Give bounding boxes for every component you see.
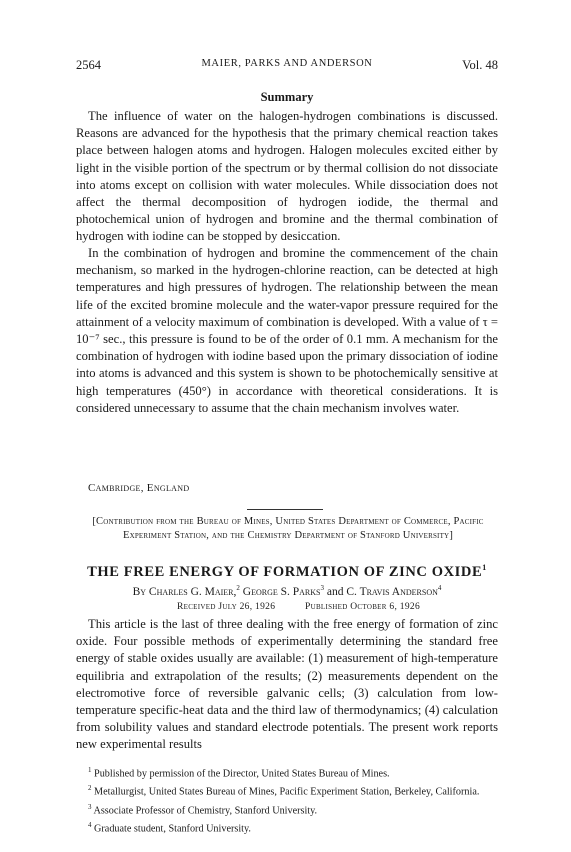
article-dates (76, 602, 498, 616)
footnote-text: Metallurgist, United States Bureau of Mines, Pacific Experiment Station, Berkeley, California. (94, 786, 480, 798)
section-divider (247, 509, 323, 510)
article-paragraph-1: This article is the last of three dealing with the free energy of formation of zinc oxide. Four possible methods of experimentally determining the standard free energy of stable oxides usually are available: (1) measurement of high-temperature equilibria and extrapolation of the results; (2) measurements dependent on the electromotive force of reversible galvanic cells; (3) calculation from low-temperature specific-heat data and the third law of thermodynamics; (4) calculation from solubility values and standard electrode potentials. The present work reports new experimental results (76, 617, 498, 752)
article-title (76, 563, 498, 581)
footnote-text: Associate Professor of Chemistry, Stanford University. (93, 805, 318, 817)
footnote-marker: 1 (482, 563, 487, 572)
footnote-number: 1 (88, 766, 92, 774)
contribution-note: [Contribution from the Bureau of Mines, United States Department of Commerce, Pacific Experiment Station, and the Chemistry Department of Stanford University] (92, 516, 484, 541)
published-date: Published October 6, 1926 (305, 602, 420, 612)
summary-heading: Summary (260, 90, 314, 104)
author-name: George S. Parks (239, 585, 321, 598)
page-number: 2564 (76, 58, 101, 72)
footnote-number: 2 (88, 784, 92, 793)
footnotes (76, 763, 498, 837)
footnote-text: Published by permission of the Director, United States Bureau of Mines. (94, 768, 390, 780)
footnote-text: Graduate student, Stanford University. (94, 823, 251, 835)
volume-number: Vol. 48 (462, 58, 498, 72)
author-name: C. Travis Anderson (346, 585, 438, 598)
summary-paragraph-1: The influence of water on the halogen-hydrogen combinations is discussed. Reasons are advanced for the hypothesis that the primary chemical reaction takes place between halogen atoms and hydrogen. Halogen molecules excited either by light in the visible portion of the spectrum or by thermal collision do not dissociate into atoms except on collision with water molecules. While dissociation does not affect the thermal decomposition of hydrogen iodide, the thermal and photochemical union of hydrogen and bromine and the thermal combination of hydrogen with iodine can be stopped by desiccation. (76, 109, 498, 244)
footnote (76, 818, 498, 836)
byline-conjunction: and (324, 585, 347, 598)
running-header (76, 58, 498, 74)
author-name: Charles G. Maier, (148, 585, 237, 598)
running-head-authors: MAIER, PARKS AND ANDERSON (201, 58, 373, 69)
affiliation-place: Cambridge, England (88, 482, 190, 494)
author-byline (76, 584, 498, 598)
footnote-marker: 3 (320, 584, 324, 592)
footnote (76, 800, 498, 818)
article-title-text: THE FREE ENERGY OF FORMATION OF ZINC OXIDE (87, 563, 483, 580)
received-date: Received July 26, 1926 (177, 602, 276, 612)
footnote-number: 4 (88, 821, 92, 830)
footnote-number: 3 (88, 802, 92, 811)
footnote-marker: 4 (437, 584, 442, 592)
footnote (76, 763, 498, 781)
footnote-marker: 2 (236, 584, 240, 592)
summary-paragraph-2: In the combination of hydrogen and bromine the commencement of the chain mechanism, so marked in the hydrogen-chlorine reaction, can be detected at high temperatures and high pressures of hydrogen. The relationship between the mean life of the excited bromine molecule and the water-vapor pressure required for the attainment of a velocity maximum of combination is developed. With a value of τ = 10⁻⁷ sec., this pressure is found to be of the order of 0.1 mm. A mechanism for the combination of hydrogen with iodine based upon the primary dissociation of iodine into atoms is advanced and this system is shown to be photochemically sensitive at high temperatures (450°) in accordance with theoretical considerations. It is considered unnecessary to assume that the chain mechanism involves water. (76, 246, 498, 415)
byline-prefix: By (132, 585, 147, 598)
footnote (76, 781, 498, 799)
